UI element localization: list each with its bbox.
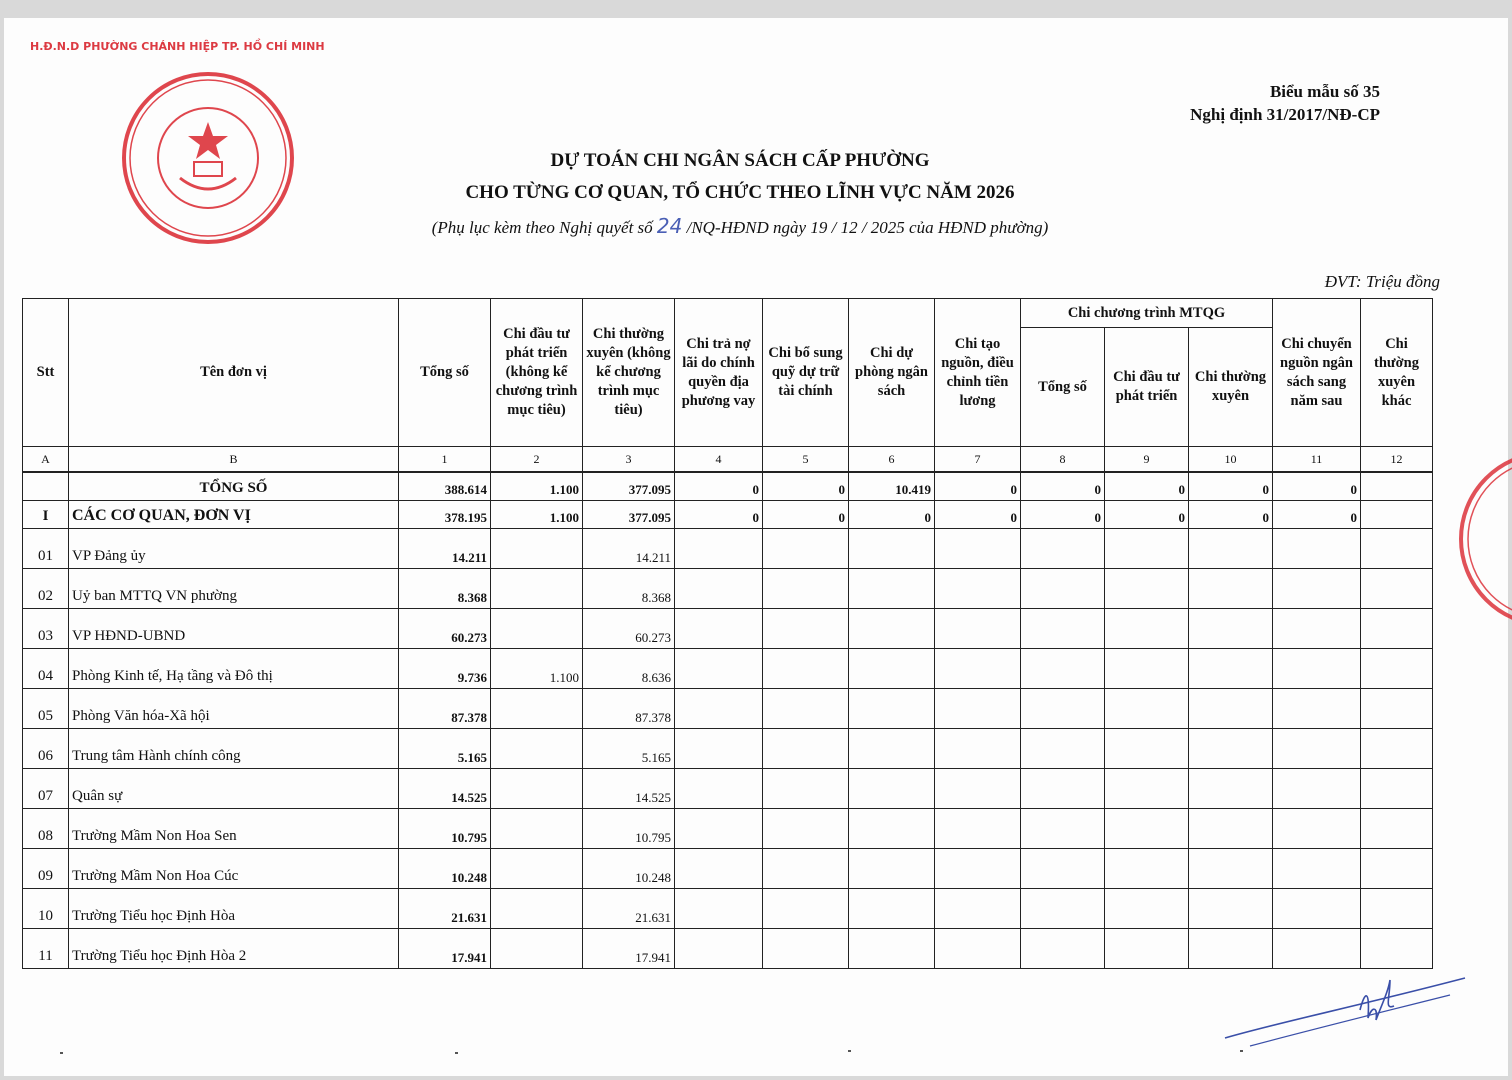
- stt-cell: 05: [23, 689, 69, 729]
- empty-cell: [675, 609, 763, 649]
- value-cell: 0: [935, 472, 1021, 501]
- empty-cell: [935, 809, 1021, 849]
- recurrent-cell: 10.795: [583, 809, 675, 849]
- header-c8: Tổng số: [1021, 328, 1105, 447]
- empty-cell: [1021, 729, 1105, 769]
- empty-cell: [1189, 729, 1273, 769]
- empty-cell: [1105, 809, 1189, 849]
- column-index-cell: 3: [583, 447, 675, 473]
- column-index-row: [23, 447, 1433, 473]
- stt-cell: 06: [23, 729, 69, 769]
- empty-cell: [1021, 809, 1105, 849]
- empty-cell: [1273, 809, 1361, 849]
- empty-cell: [1189, 649, 1273, 689]
- empty-cell: [1189, 609, 1273, 649]
- name-cell: CÁC CƠ QUAN, ĐƠN VỊ: [69, 501, 399, 529]
- budget-table: [22, 298, 1433, 969]
- stt-cell: 09: [23, 849, 69, 889]
- empty-cell: [849, 649, 935, 689]
- empty-cell: [1273, 729, 1361, 769]
- empty-cell: [763, 889, 849, 929]
- empty-cell: [763, 649, 849, 689]
- name-cell: VP HĐND-UBND: [69, 609, 399, 649]
- empty-cell: [1273, 889, 1361, 929]
- dev-invest-cell: [491, 529, 583, 569]
- value-cell: 377.095: [583, 501, 675, 529]
- empty-cell: [935, 849, 1021, 889]
- value-cell: 378.195: [399, 501, 491, 529]
- empty-cell: [763, 609, 849, 649]
- subtitle-suffix: /NQ-HĐND ngày 19 / 12 / 2025 của HĐND phường): [686, 218, 1049, 237]
- value-cell: 377.095: [583, 472, 675, 501]
- empty-cell: [1189, 849, 1273, 889]
- dev-invest-cell: 1.100: [491, 649, 583, 689]
- column-index-cell: 9: [1105, 447, 1189, 473]
- total-cell: 21.631: [399, 889, 491, 929]
- dev-invest-cell: [491, 569, 583, 609]
- recurrent-cell: 60.273: [583, 609, 675, 649]
- empty-cell: [1273, 769, 1361, 809]
- empty-cell: [1273, 689, 1361, 729]
- value-cell: [1361, 501, 1433, 529]
- stt-cell: 03: [23, 609, 69, 649]
- dev-invest-cell: [491, 609, 583, 649]
- empty-cell: [1021, 569, 1105, 609]
- empty-cell: [935, 769, 1021, 809]
- empty-cell: [675, 729, 763, 769]
- column-index-cell: 12: [1361, 447, 1433, 473]
- empty-cell: [675, 769, 763, 809]
- empty-cell: [675, 569, 763, 609]
- empty-cell: [1021, 849, 1105, 889]
- empty-cell: [763, 529, 849, 569]
- dev-invest-cell: [491, 729, 583, 769]
- column-index-cell: B: [69, 447, 399, 473]
- empty-cell: [1273, 569, 1361, 609]
- empty-cell: [1105, 649, 1189, 689]
- empty-cell: [763, 929, 849, 969]
- empty-cell: [763, 809, 849, 849]
- unit-label: ĐVT: Triệu đồng: [1324, 272, 1440, 291]
- empty-cell: [763, 729, 849, 769]
- empty-cell: [935, 649, 1021, 689]
- empty-cell: [1361, 529, 1433, 569]
- total-cell: 17.941: [399, 929, 491, 969]
- value-cell: 0: [675, 472, 763, 501]
- scan-dot: [60, 1052, 63, 1054]
- empty-cell: [675, 889, 763, 929]
- name-cell: Trường Tiểu học Định Hòa 2: [69, 929, 399, 969]
- seal-text: H.Đ.N.D PHƯỜNG CHÁNH HIỆP TP. HỒ CHÍ MINH: [30, 40, 325, 53]
- empty-cell: [763, 689, 849, 729]
- empty-cell: [1361, 649, 1433, 689]
- header-c2: Chi đầu tư phát triển (không kể chương trình mục tiêu): [491, 299, 583, 447]
- empty-cell: [1105, 569, 1189, 609]
- empty-cell: [935, 529, 1021, 569]
- empty-cell: [675, 809, 763, 849]
- stt-cell: [23, 472, 69, 501]
- empty-cell: [849, 929, 935, 969]
- value-cell: 388.614: [399, 472, 491, 501]
- value-cell: 0: [1021, 501, 1105, 529]
- header-stt: Stt: [23, 299, 69, 447]
- empty-cell: [1361, 569, 1433, 609]
- dev-invest-cell: [491, 809, 583, 849]
- recurrent-cell: 21.631: [583, 889, 675, 929]
- empty-cell: [1361, 609, 1433, 649]
- empty-cell: [1189, 889, 1273, 929]
- dev-invest-cell: [491, 849, 583, 889]
- column-index-cell: 10: [1189, 447, 1273, 473]
- section-row: [23, 501, 1433, 529]
- empty-cell: [675, 929, 763, 969]
- stt-cell: 10: [23, 889, 69, 929]
- empty-cell: [1021, 889, 1105, 929]
- empty-cell: [1021, 929, 1105, 969]
- column-index-cell: 11: [1273, 447, 1361, 473]
- recurrent-cell: 5.165: [583, 729, 675, 769]
- empty-cell: [763, 849, 849, 889]
- name-cell: TỔNG SỐ: [69, 472, 399, 501]
- signature: [1220, 960, 1480, 1060]
- recurrent-cell: 87.378: [583, 689, 675, 729]
- name-cell: Phòng Kinh tế, Hạ tầng và Đô thị: [69, 649, 399, 689]
- value-cell: 0: [763, 501, 849, 529]
- total-cell: 14.525: [399, 769, 491, 809]
- table-row: [23, 689, 1433, 729]
- recurrent-cell: 14.525: [583, 769, 675, 809]
- empty-cell: [849, 809, 935, 849]
- column-index-cell: 4: [675, 447, 763, 473]
- total-cell: 8.368: [399, 569, 491, 609]
- table-row: [23, 729, 1433, 769]
- table-row: [23, 809, 1433, 849]
- stt-cell: 01: [23, 529, 69, 569]
- form-number: [1190, 80, 1380, 126]
- dev-invest-cell: [491, 889, 583, 929]
- total-cell: 5.165: [399, 729, 491, 769]
- value-cell: 0: [849, 501, 935, 529]
- value-cell: 0: [1189, 501, 1273, 529]
- empty-cell: [935, 929, 1021, 969]
- header-name: Tên đơn vị: [69, 299, 399, 447]
- name-cell: Trường Mầm Non Hoa Sen: [69, 809, 399, 849]
- empty-cell: [1021, 529, 1105, 569]
- empty-cell: [1105, 849, 1189, 889]
- recurrent-cell: 14.211: [583, 529, 675, 569]
- scan-dot: [848, 1050, 851, 1052]
- table-row: [23, 609, 1433, 649]
- empty-cell: [1021, 649, 1105, 689]
- header-total: Tổng số: [399, 299, 491, 447]
- document-title-line1: DỰ TOÁN CHI NGÂN SÁCH CẤP PHƯỜNG: [550, 150, 930, 171]
- column-index-cell: 7: [935, 447, 1021, 473]
- header-c12: Chi thường xuyên khác: [1361, 299, 1433, 447]
- name-cell: VP Đảng ủy: [69, 529, 399, 569]
- dev-invest-cell: [491, 929, 583, 969]
- value-cell: 0: [1273, 501, 1361, 529]
- header-c5: Chi bổ sung quỹ dự trữ tài chính: [763, 299, 849, 447]
- value-cell: 10.419: [849, 472, 935, 501]
- empty-cell: [849, 609, 935, 649]
- value-cell: 0: [935, 501, 1021, 529]
- header-c9: Chi đầu tư phát triển: [1105, 328, 1189, 447]
- empty-cell: [1021, 689, 1105, 729]
- recurrent-cell: 8.636: [583, 649, 675, 689]
- column-index-cell: 1: [399, 447, 491, 473]
- recurrent-cell: 17.941: [583, 929, 675, 969]
- empty-cell: [1189, 689, 1273, 729]
- value-cell: 1.100: [491, 472, 583, 501]
- header-c7: Chi tạo nguồn, điều chỉnh tiền lương: [935, 299, 1021, 447]
- form-number-line1: Biểu mẫu số 35: [1269, 82, 1380, 101]
- empty-cell: [849, 769, 935, 809]
- form-number-line2: Nghị định 31/2017/NĐ-CP: [1190, 105, 1380, 124]
- empty-cell: [675, 529, 763, 569]
- subtitle-prefix: (Phụ lục kèm theo Nghị quyết số: [431, 218, 653, 237]
- scan-dot: [1240, 1050, 1243, 1052]
- name-cell: Phòng Văn hóa-Xã hội: [69, 689, 399, 729]
- name-cell: Quân sự: [69, 769, 399, 809]
- value-cell: 0: [1273, 472, 1361, 501]
- empty-cell: [1021, 769, 1105, 809]
- empty-cell: [1361, 809, 1433, 849]
- name-cell: Trung tâm Hành chính công: [69, 729, 399, 769]
- value-cell: 0: [1021, 472, 1105, 501]
- value-cell: 1.100: [491, 501, 583, 529]
- value-cell: 0: [1105, 501, 1189, 529]
- table-body: [23, 529, 1433, 969]
- empty-cell: [1105, 529, 1189, 569]
- column-index-cell: 8: [1021, 447, 1105, 473]
- table-row: [23, 849, 1433, 889]
- value-cell: 0: [1189, 472, 1273, 501]
- stt-cell: 02: [23, 569, 69, 609]
- value-cell: 0: [675, 501, 763, 529]
- empty-cell: [1105, 689, 1189, 729]
- empty-cell: [849, 889, 935, 929]
- empty-cell: [1273, 609, 1361, 649]
- empty-cell: [763, 769, 849, 809]
- empty-cell: [849, 849, 935, 889]
- column-index-cell: 5: [763, 447, 849, 473]
- empty-cell: [935, 609, 1021, 649]
- name-cell: Trường Tiểu học Định Hòa: [69, 889, 399, 929]
- empty-cell: [675, 689, 763, 729]
- empty-cell: [1105, 889, 1189, 929]
- table-row: [23, 649, 1433, 689]
- header-c11: Chi chuyển nguồn ngân sách sang năm sau: [1273, 299, 1361, 447]
- recurrent-cell: 8.368: [583, 569, 675, 609]
- total-cell: 9.736: [399, 649, 491, 689]
- empty-cell: [675, 649, 763, 689]
- empty-cell: [849, 689, 935, 729]
- value-cell: 0: [1105, 472, 1189, 501]
- table-row: [23, 529, 1433, 569]
- name-cell: Trường Mầm Non Hoa Cúc: [69, 849, 399, 889]
- stt-cell: 04: [23, 649, 69, 689]
- empty-cell: [849, 569, 935, 609]
- empty-cell: [1189, 569, 1273, 609]
- dev-invest-cell: [491, 689, 583, 729]
- document-title-line2: CHO TỪNG CƠ QUAN, TỔ CHỨC THEO LĨNH VỰC NĂM 2026: [465, 182, 1015, 203]
- empty-cell: [763, 569, 849, 609]
- empty-cell: [1273, 529, 1361, 569]
- total-cell: 10.248: [399, 849, 491, 889]
- empty-cell: [849, 729, 935, 769]
- header-c3: Chi thường xuyên (không kể chương trình mục tiêu): [583, 299, 675, 447]
- total-row: [23, 472, 1433, 501]
- header-c4: Chi trả nợ lãi do chính quyền địa phương vay: [675, 299, 763, 447]
- table-row: [23, 569, 1433, 609]
- recurrent-cell: 10.248: [583, 849, 675, 889]
- total-cell: 10.795: [399, 809, 491, 849]
- empty-cell: [1105, 609, 1189, 649]
- empty-cell: [1361, 769, 1433, 809]
- column-index-cell: A: [23, 447, 69, 473]
- empty-cell: [1105, 769, 1189, 809]
- empty-cell: [1361, 689, 1433, 729]
- empty-cell: [935, 569, 1021, 609]
- empty-cell: [935, 889, 1021, 929]
- empty-cell: [935, 689, 1021, 729]
- empty-cell: [1273, 849, 1361, 889]
- empty-cell: [1361, 889, 1433, 929]
- resolution-number: 24: [656, 214, 683, 238]
- value-cell: [1361, 472, 1433, 501]
- scan-dot: [455, 1052, 458, 1054]
- name-cell: Uỷ ban MTTQ VN phường: [69, 569, 399, 609]
- empty-cell: [1189, 769, 1273, 809]
- table-row: [23, 769, 1433, 809]
- value-cell: 0: [763, 472, 849, 501]
- empty-cell: [1189, 809, 1273, 849]
- empty-cell: [1021, 609, 1105, 649]
- document-subtitle: [300, 214, 1180, 238]
- empty-cell: [1361, 729, 1433, 769]
- column-index-cell: 2: [491, 447, 583, 473]
- dev-invest-cell: [491, 769, 583, 809]
- total-cell: 87.378: [399, 689, 491, 729]
- total-cell: 14.211: [399, 529, 491, 569]
- table-row: [23, 889, 1433, 929]
- stt-cell: 07: [23, 769, 69, 809]
- stt-cell: 11: [23, 929, 69, 969]
- stt-cell: 08: [23, 809, 69, 849]
- empty-cell: [935, 729, 1021, 769]
- empty-cell: [1273, 649, 1361, 689]
- total-cell: 60.273: [399, 609, 491, 649]
- column-index-cell: 6: [849, 447, 935, 473]
- empty-cell: [1189, 529, 1273, 569]
- header-c10: Chi thường xuyên: [1189, 328, 1273, 447]
- empty-cell: [1105, 929, 1189, 969]
- empty-cell: [1105, 729, 1189, 769]
- header-mtqg: Chi chương trình MTQG: [1021, 299, 1273, 328]
- empty-cell: [849, 529, 935, 569]
- header-c6: Chi dự phòng ngân sách: [849, 299, 935, 447]
- empty-cell: [1361, 849, 1433, 889]
- stt-cell: I: [23, 501, 69, 529]
- empty-cell: [675, 849, 763, 889]
